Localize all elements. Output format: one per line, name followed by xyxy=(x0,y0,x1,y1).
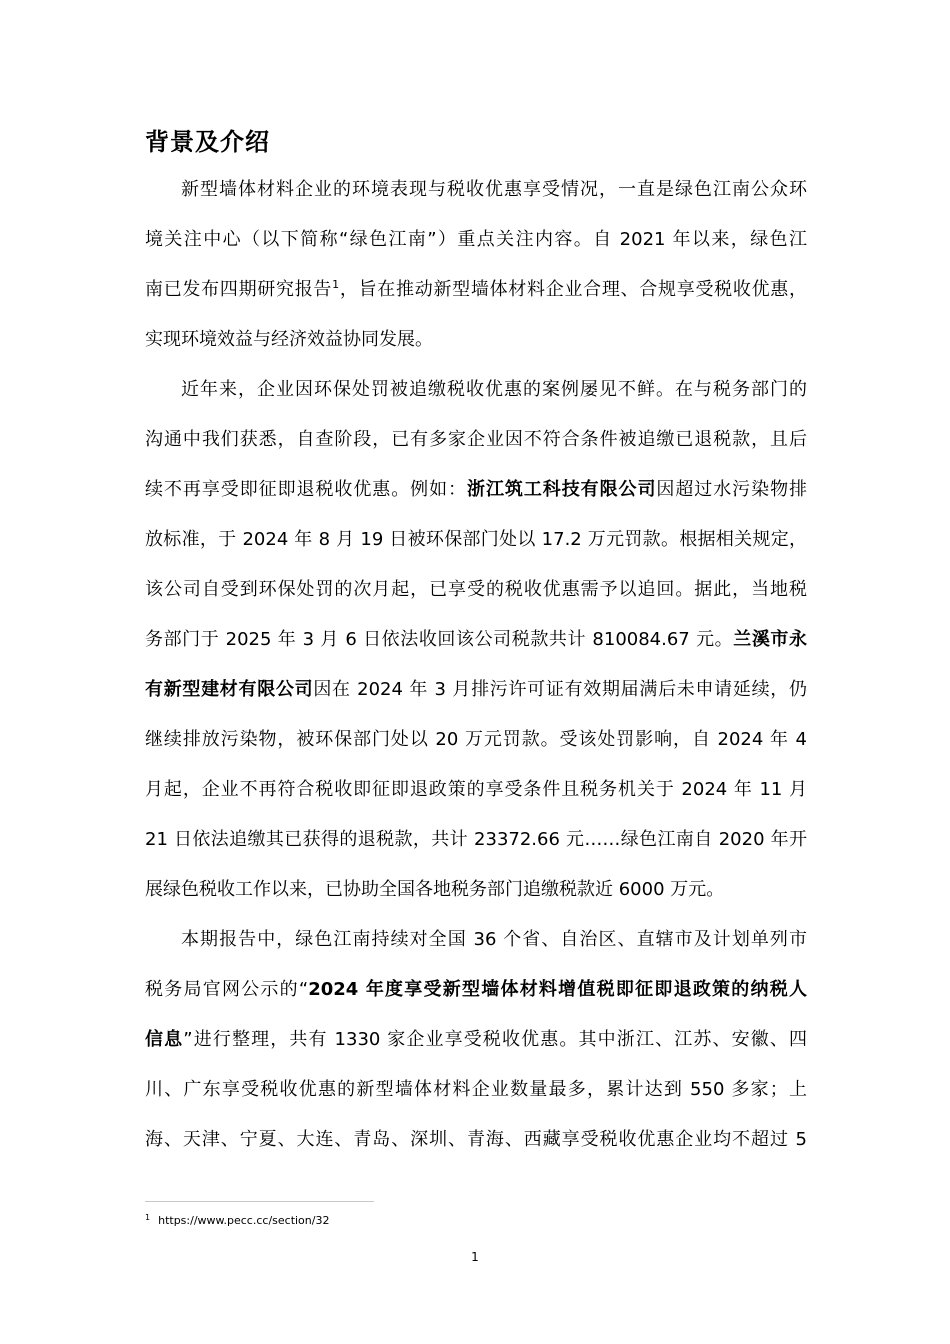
footnote-reference[interactable]: 1 xyxy=(332,278,340,291)
paragraph-2-line-4 xyxy=(145,525,807,555)
text-run: 近年来，企业因环保处罚被追缴税收优惠的案例屡见不鲜。在与税务部门的 xyxy=(181,379,807,400)
paragraph-2-line-11 xyxy=(145,875,807,905)
footnote-marker: 1 xyxy=(145,1213,151,1222)
paragraph-2-line-1 xyxy=(145,375,807,405)
paragraph-3-line-2 xyxy=(145,975,807,1005)
text-run: 南已发布四期研究报告 xyxy=(145,279,333,300)
paragraph-2-line-9 xyxy=(145,775,807,805)
text-run: 月起，企业不再符合税收即征即退政策的享受条件且税务机关于 2024 年 11 月 xyxy=(145,779,807,800)
paragraph-2-line-2 xyxy=(145,425,807,455)
company-name-bold: 浙江筑工科技有限公司 xyxy=(467,479,657,500)
paragraph-1-line-2 xyxy=(145,225,807,255)
policy-title-bold: 2024 年度享受新型墙体材料增值税即征即退政策的纳税人 xyxy=(308,979,807,1000)
text-run: 展绿色税收工作以来，已协助全国各地税务部门追缴税款近 6000 万元。 xyxy=(145,879,725,900)
text-run: 放标准，于 2024 年 8 月 19 日被环保部门处以 17.2 万元罚款。根据相关规定， xyxy=(145,529,807,550)
paragraph-2-line-6 xyxy=(145,625,807,655)
paragraph-1-line-4 xyxy=(145,325,807,355)
text-run: 新型墙体材料企业的环境表现与税收优惠享受情况，一直是绿色江南公众环 xyxy=(181,179,807,200)
policy-title-bold: 信息 xyxy=(145,1029,184,1050)
paragraph-1-line-1 xyxy=(145,175,807,205)
page-number: 1 xyxy=(471,1250,479,1264)
text-run: 实现环境效益与经济效益协同发展。 xyxy=(145,329,433,350)
company-name-bold: 有新型建材有限公司 xyxy=(145,679,314,700)
paragraph-2-line-8 xyxy=(145,725,807,755)
text-run: ”进行整理，共有 1330 家企业享受税收优惠。其中浙江、江苏、安徽、四 xyxy=(183,1029,807,1050)
text-run: 务部门于 2025 年 3 月 6 日依法收回该公司税款共计 810084.67 元。 xyxy=(145,629,734,650)
paragraph-2-line-5 xyxy=(145,575,807,605)
text-run: 境关注中心（以下简称“绿色江南”）重点关注内容。自 2021 年以来，绿色江 xyxy=(145,229,807,250)
paragraph-2-line-3 xyxy=(145,475,807,505)
text-run: 21 日依法追缴其已获得的退税款，共计 23372.66 元……绿色江南自 2020 年开 xyxy=(145,829,807,850)
paragraph-1-line-3 xyxy=(145,275,807,305)
paragraph-3-line-5 xyxy=(145,1125,807,1155)
text-run: 本期报告中，绿色江南持续对全国 36 个省、自治区、直辖市及计划单列市 xyxy=(181,929,807,950)
paragraph-3-line-3 xyxy=(145,1025,807,1055)
text-run: 沟通中我们获悉，自查阶段，已有多家企业因不符合条件被追缴已退税款，且后 xyxy=(145,429,807,450)
paragraph-3-line-1 xyxy=(145,925,807,955)
paragraph-3-line-4 xyxy=(145,1075,807,1105)
text-run: ，旨在推动新型墙体材料企业合理、合规享受税收优惠， xyxy=(339,279,807,300)
text-run: 海、天津、宁夏、大连、青岛、深圳、青海、西藏享受税收优惠企业均不超过 5 xyxy=(145,1129,807,1150)
text-run: 继续排放污染物，被环保部门处以 20 万元罚款。受该处罚影响，自 2024 年 4 xyxy=(145,729,807,750)
section-heading: 背景及介绍 xyxy=(145,128,270,156)
text-run: 川、广东享受税收优惠的新型墙体材料企业数量最多，累计达到 550 多家；上 xyxy=(145,1079,807,1100)
paragraph-2-line-10 xyxy=(145,825,807,855)
paragraph-2-line-7 xyxy=(145,675,807,705)
text-run: 因在 2024 年 3 月排污许可证有效期届满后未申请延续，仍 xyxy=(313,679,807,700)
footnote xyxy=(145,1212,329,1230)
text-run: 续不再享受即征即退税收优惠。例如： xyxy=(145,479,467,500)
text-run: 因超过水污染物排 xyxy=(656,479,807,500)
text-run: 该公司自受到环保处罚的次月起，已享受的税收优惠需予以追回。据此，当地税 xyxy=(145,579,807,600)
footnote-link[interactable]: https://www.pecc.cc/section/32 xyxy=(158,1214,330,1227)
text-run: 税务局官网公示的“ xyxy=(145,979,309,1000)
footnote-divider xyxy=(145,1201,374,1202)
company-name-bold: 兰溪市永 xyxy=(733,629,807,650)
